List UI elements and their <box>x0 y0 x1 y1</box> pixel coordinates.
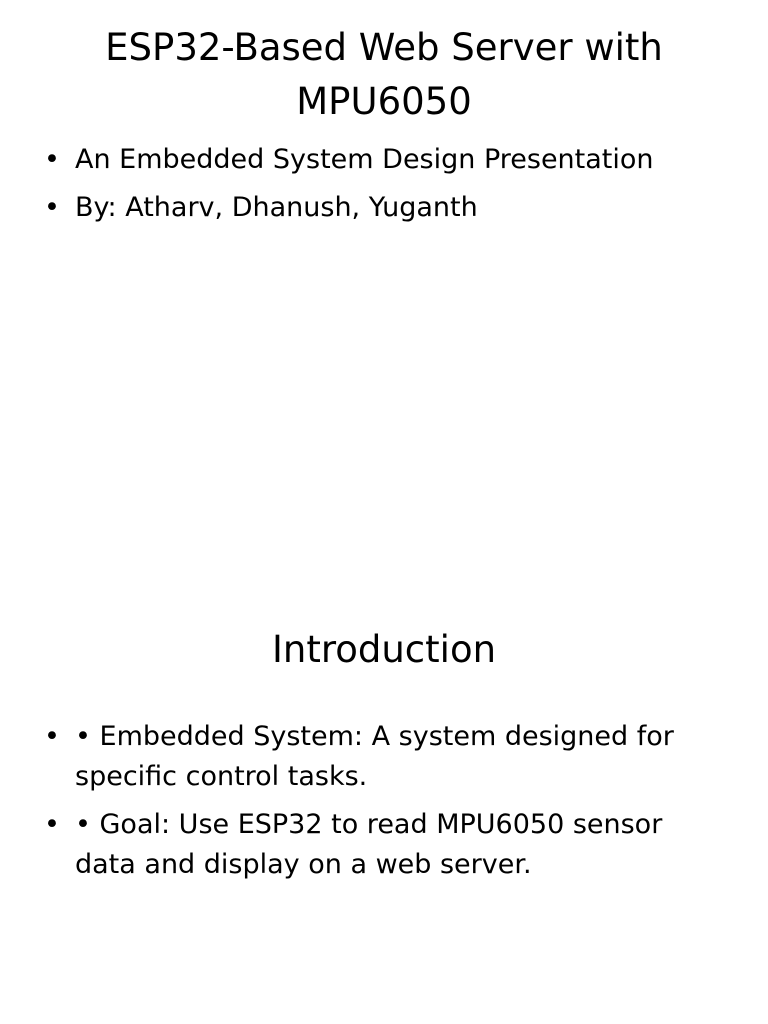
bullet-list <box>44 140 694 236</box>
bullet-text: By: Atharv, Dhanush, Yuganth <box>75 192 478 223</box>
bullet-list <box>44 717 694 893</box>
bullet-icon: • <box>44 721 60 752</box>
list-item <box>44 188 694 228</box>
bullet-icon: • <box>44 809 60 840</box>
slide-title: ESP32-Based Web Server with MPU6050 <box>105 26 663 123</box>
bullet-text: An Embedded System Design Presentation <box>75 144 654 175</box>
list-item <box>44 805 694 885</box>
bullet-text: • Goal: Use ESP32 to read MPU6050 sensor data and display on a web server. <box>75 809 663 880</box>
slide-introduction <box>0 512 768 1024</box>
bullet-icon: • <box>44 144 60 175</box>
bullet-text: • Embedded System: A system designed for specific control tasks. <box>75 721 674 792</box>
slide-title: Introduction <box>271 628 497 671</box>
bullet-icon: • <box>44 192 60 223</box>
list-item <box>44 140 694 180</box>
list-item <box>44 717 694 797</box>
